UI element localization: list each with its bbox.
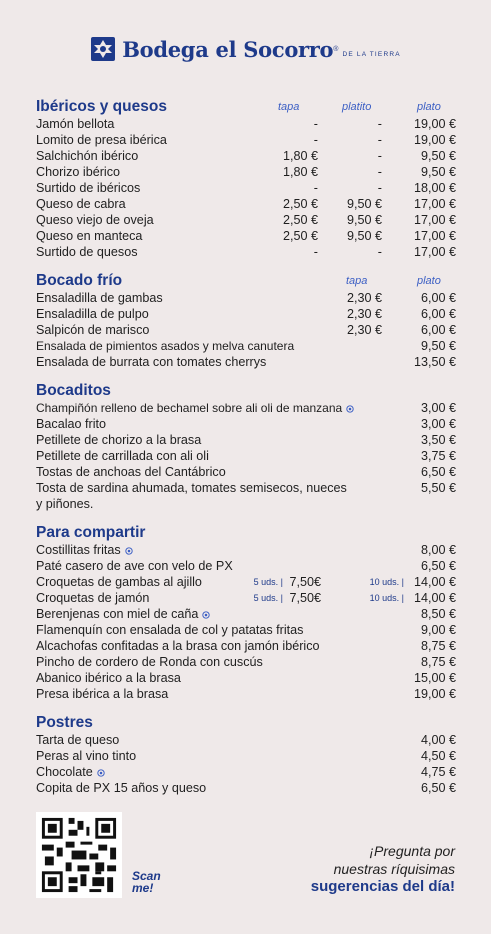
vegetarian-mark-icon [125, 547, 133, 555]
registered-mark: ® [333, 45, 339, 53]
item-name: Ensaladilla de gambas [36, 291, 163, 305]
menu-row [36, 670, 456, 686]
column-header-tapa: tapa [346, 275, 368, 287]
section-title: Bocado frío [36, 272, 123, 289]
menu-row [36, 542, 456, 558]
item-name [36, 416, 106, 432]
item-name [36, 432, 201, 448]
item-name: Ensalada de burrata con tomates cherrys [36, 355, 267, 369]
price-tapa: - [313, 117, 318, 131]
item-price: 4,00 € [420, 733, 456, 747]
item-price: 8,50 € [420, 607, 456, 621]
item-name [36, 480, 356, 512]
menu-row [36, 590, 456, 606]
item-name-text: Flamenquín con ensalada de col y patatas fritas [36, 623, 304, 637]
item-name [36, 464, 226, 480]
column-header-tapa: tapa [278, 101, 300, 113]
item-name [36, 748, 136, 764]
item-price: 3,75 € [420, 449, 456, 463]
section-para-compartir [36, 524, 456, 702]
item-name [36, 622, 303, 638]
item-name-text: Presa ibérica a la brasa [36, 687, 169, 701]
item-name-text: Copita de PX 15 años y queso [36, 781, 207, 795]
price-plato: 6,00 € [420, 291, 456, 305]
header [0, 36, 491, 62]
price-plato: 9,50 € [420, 149, 456, 163]
item-name [36, 686, 168, 702]
price-tapa: 2,50 € [282, 229, 318, 243]
menu-row [36, 354, 456, 370]
price-platito: 9,50 € [346, 229, 382, 243]
item-price: 3,00 € [420, 401, 456, 415]
logo-icon [90, 36, 116, 62]
item-name-text: Champiñón relleno de bechamel sobre ali oli de manzana [36, 401, 343, 415]
price-tapa: 2,30 € [346, 307, 382, 321]
price-plato: 17,00 € [413, 213, 456, 227]
price-tapa: 2,50 € [282, 213, 318, 227]
menu-row [36, 164, 456, 180]
item-name: Salchichón ibérico [36, 149, 139, 163]
price-tapa: 2,30 € [346, 291, 382, 305]
menu-row [36, 448, 456, 464]
section-title: Para compartir [36, 524, 146, 541]
brand-subtitle: DE LA TIERRA [342, 50, 401, 58]
price-plato: 6,00 € [420, 323, 456, 337]
price-platito: - [377, 149, 382, 163]
item-name [36, 606, 210, 622]
ten-units-label: 10 uds. | [369, 577, 404, 587]
item-price: 4,75 € [420, 765, 456, 779]
menu-row [36, 480, 456, 512]
scan-me-label [132, 870, 161, 894]
item-name: Queso de cabra [36, 197, 126, 211]
item-name: Ensaladilla de pulpo [36, 307, 149, 321]
item-name-text: Abanico ibérico a la brasa [36, 671, 181, 685]
price-plato: 17,00 € [413, 197, 456, 211]
section-bocaditos [36, 382, 456, 512]
item-name [36, 448, 209, 464]
menu-row [36, 638, 456, 654]
item-name: Salpicón de marisco [36, 323, 150, 337]
item-name [36, 638, 320, 654]
item-name [36, 780, 206, 796]
price-plato: 6,00 € [420, 307, 456, 321]
item-name-text: Petillete de carrillada con ali oli [36, 449, 209, 463]
item-name: Queso en manteca [36, 229, 143, 243]
item-name [36, 654, 263, 670]
qr-code-icon[interactable] [36, 812, 122, 898]
item-name-text: Tarta de queso [36, 733, 120, 747]
item-name-text: Paté casero de ave con velo de PX [36, 559, 233, 573]
item-name [36, 558, 233, 574]
menu-row [36, 732, 456, 748]
column-header-plato: plato [417, 275, 441, 287]
menu-row [36, 686, 456, 702]
ten-units-label: 10 uds. | [369, 593, 404, 603]
price-plato: 18,00 € [413, 181, 456, 195]
price-tapa: 2,30 € [346, 323, 382, 337]
price-platito: - [377, 181, 382, 195]
column-header-platito: platito [342, 101, 372, 113]
item-price: 14,00 € [413, 575, 456, 589]
item-name-text: Pincho de cordero de Ronda con cuscús [36, 655, 263, 669]
item-price: 6,50 € [420, 465, 456, 479]
item-price: 5,50 € [420, 481, 456, 495]
menu-row [36, 622, 456, 638]
menu-row [36, 748, 456, 764]
menu-row [36, 306, 456, 322]
item-price: 15,00 € [413, 671, 456, 685]
item-name [36, 732, 119, 748]
price-plato: 13,50 € [413, 355, 456, 369]
item-name: Queso viejo de oveja [36, 213, 154, 227]
section-title: Ibéricos y quesos [36, 98, 167, 115]
price-tapa: 1,80 € [282, 149, 318, 163]
scan-label: Scan [132, 869, 161, 883]
ask-line-3: sugerencias del día! [310, 878, 455, 895]
item-name-text: Berenjenas con miel de caña [36, 607, 199, 621]
item-price: 6,50 € [420, 781, 456, 795]
menu-row [36, 400, 456, 416]
menu-row [36, 196, 456, 212]
price-platito: - [377, 117, 382, 131]
ask-line-2: nuestras ríquisimas [333, 861, 455, 877]
menu-row [36, 606, 456, 622]
price-five-units: 7,50€ [289, 591, 321, 605]
item-name: Surtido de quesos [36, 245, 138, 259]
menu-row [36, 228, 456, 244]
menu-row [36, 574, 456, 590]
item-name-text: Chocolate [36, 765, 93, 779]
section-ibericos [36, 98, 456, 260]
item-price: 19,00 € [413, 687, 456, 701]
item-price: 8,75 € [420, 655, 456, 669]
item-name: Jamón bellota [36, 117, 115, 131]
vegetarian-mark-icon [346, 405, 354, 413]
price-platito: 9,50 € [346, 197, 382, 211]
item-name-text: Peras al vino tinto [36, 749, 137, 763]
price-tapa: - [313, 245, 318, 259]
menu-row [36, 290, 456, 306]
item-price: 6,50 € [420, 559, 456, 573]
section-title: Bocaditos [36, 382, 111, 399]
price-tapa: - [313, 133, 318, 147]
item-name [36, 574, 202, 590]
price-plato: 9,50 € [420, 339, 456, 353]
menu-row [36, 338, 456, 354]
item-name: Chorizo ibérico [36, 165, 120, 179]
item-name [36, 764, 105, 780]
column-header-plato: plato [417, 101, 441, 113]
price-platito: - [377, 133, 382, 147]
item-name-text: Croquetas de gambas al ajillo [36, 575, 202, 589]
menu-row [36, 558, 456, 574]
menu-row [36, 654, 456, 670]
item-name: Surtido de ibéricos [36, 181, 141, 195]
item-name-text: Costillitas fritas [36, 543, 121, 557]
price-plato: 17,00 € [413, 245, 456, 259]
item-name-text: Croquetas de jamón [36, 591, 150, 605]
price-plato: 19,00 € [413, 133, 456, 147]
price-platito: - [377, 165, 382, 179]
brand-name: Bodega el Socorro [122, 36, 334, 62]
price-platito: 9,50 € [346, 213, 382, 227]
menu-row [36, 180, 456, 196]
item-price: 3,00 € [420, 417, 456, 431]
section-title: Postres [36, 714, 93, 731]
item-name-text: Tosta de sardina ahumada, tomates semisecos, nueces y piñones. [36, 481, 347, 511]
menu-row [36, 764, 456, 780]
item-name [36, 542, 133, 558]
item-name [36, 590, 149, 606]
item-price: 4,50 € [420, 749, 456, 763]
price-five-units: 7,50€ [289, 575, 321, 589]
section-bocado-frio [36, 272, 456, 370]
menu-row [36, 244, 456, 260]
item-name-text: Alcachofas confitadas a la brasa con jamón ibérico [36, 639, 320, 653]
menu-row [36, 780, 456, 796]
item-name-text: Bacalao frito [36, 417, 107, 431]
item-name-text: Petillete de chorizo a la brasa [36, 433, 202, 447]
menu-row [36, 132, 456, 148]
menu-row [36, 432, 456, 448]
menu-row [36, 116, 456, 132]
ask-line-1: ¡Pregunta por [369, 843, 455, 859]
item-name: Lomito de presa ibérica [36, 133, 167, 147]
price-plato: 19,00 € [413, 117, 456, 131]
menu-row [36, 148, 456, 164]
menu-row [36, 212, 456, 228]
price-tapa: - [313, 181, 318, 195]
me-label: me! [132, 881, 154, 895]
vegetarian-mark-icon [97, 769, 105, 777]
item-name [36, 400, 354, 416]
vegetarian-mark-icon [202, 611, 210, 619]
five-units-label: 5 uds. | [253, 577, 283, 587]
price-plato: 9,50 € [420, 165, 456, 179]
item-name: Ensalada de pimientos asados y melva canutera [36, 339, 295, 353]
price-platito: - [377, 245, 382, 259]
item-price: 8,00 € [420, 543, 456, 557]
item-price: 3,50 € [420, 433, 456, 447]
price-plato: 17,00 € [413, 229, 456, 243]
price-tapa: 1,80 € [282, 165, 318, 179]
menu-row [36, 416, 456, 432]
menu-row [36, 464, 456, 480]
daily-suggestions-note [311, 842, 455, 896]
menu-row [36, 322, 456, 338]
item-price: 8,75 € [420, 639, 456, 653]
price-tapa: 2,50 € [282, 197, 318, 211]
item-price: 14,00 € [413, 591, 456, 605]
five-units-label: 5 uds. | [253, 593, 283, 603]
section-postres [36, 714, 456, 796]
item-price: 9,00 € [420, 623, 456, 637]
item-name [36, 670, 181, 686]
item-name-text: Tostas de anchoas del Cantábrico [36, 465, 226, 479]
